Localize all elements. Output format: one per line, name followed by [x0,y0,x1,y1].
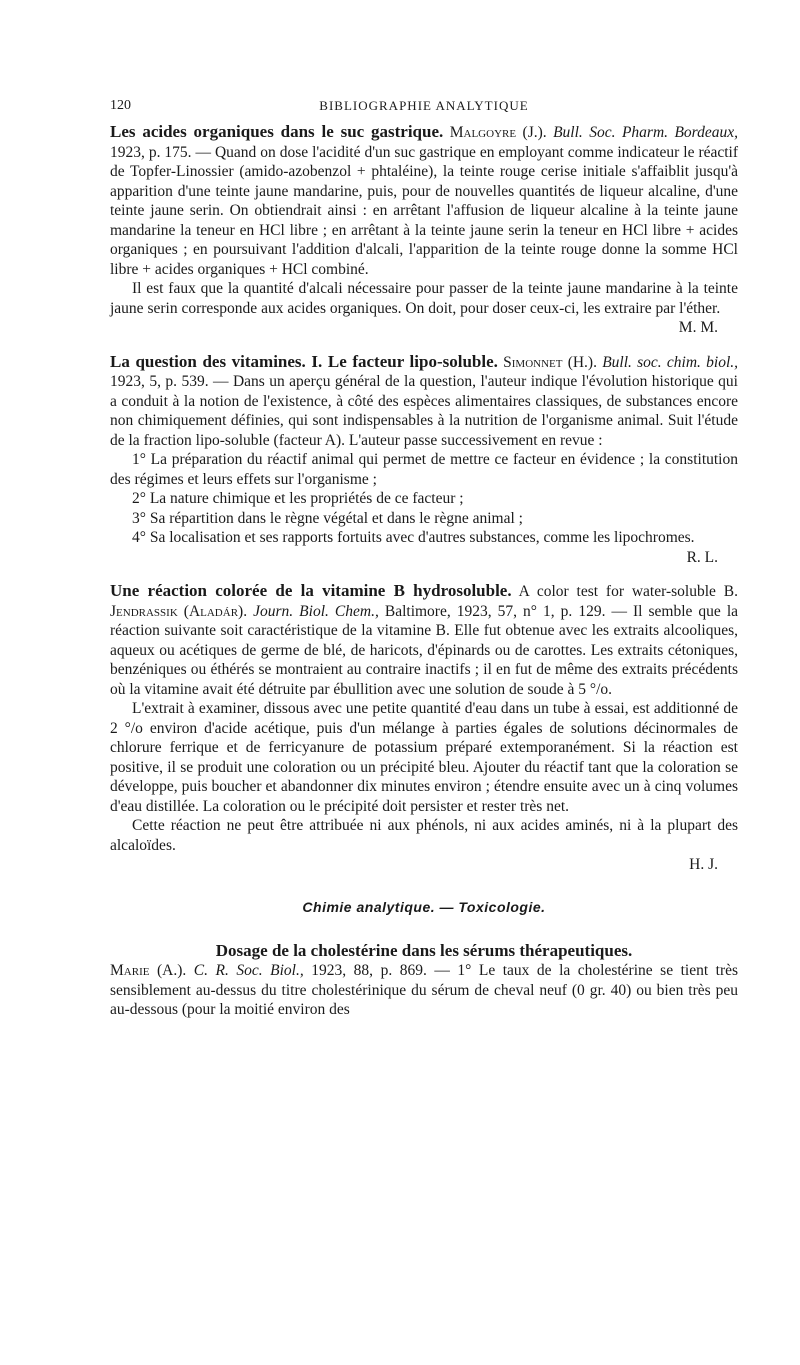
entry-ref: 1923, p. 175. [110,143,192,161]
entry-vitamine-b [110,581,738,875]
entry-text: — Dans un aperçu général de la question, l'auteur indique l'évolution historique qui a conduit à la notion de l'existence, à côté des espèces alimentaires classiques, de substances encore non chimiquement définies, qui sont indispensables à la nutrition de l'organisme animal. Suit l'étude de la fraction lipo-soluble (facteur A). L'auteur passe successivement en revue : [110,373,738,449]
entry-journal: Bull. Soc. Pharm. Bordeaux, [553,124,739,141]
entry-signature: M. M. [678,319,718,336]
page-number: 120 [110,98,131,113]
entry-paragraph: L'extrait à examiner, dissous avec une petite quantité d'eau dans un tube à essai, est additionné de 2 °/o environ d'acide acétique, puis d'un mélange à parties égales de solutions décinormales de chlorure ferrique et de ferricyanure de potassium préparé extemporanément. Si la réaction est positive, il se produit une coloration ou un précipité bleu. Ajouter du réactif tant que la coloration se développe, puis boucher et abandonner dix minutes environ ; étendre ensuite avec un à cinq volumes d'eau distillée. La coloration ou le précipité doit persister et rester très net. [110,700,738,815]
entry-cholesterine [110,941,738,1020]
entry-initials: (H.). [567,353,597,371]
entry-author: Malgoyre [449,124,517,141]
running-title: BIBLIOGRAPHIE ANALYTIQUE [319,98,529,113]
entry-text: — 1° Le taux de la cholestérine se tient très sensiblement au-dessus du titre cholestérinique du sérum de cheval neuf (0 gr. 40) ou bien très peu au-dessous (pour la moitié environ des [110,962,739,1018]
entry-ref: 1923, 5, p. 539. [110,373,209,390]
entry-text: — Il semble que la réaction suivante soit caractéristique de la vitamine B. Elle fut obtenue avec les extraits alcooliques, aqueux ou acétiques de germe de blé, de haricots, d'épinards ou de carottes. Les extraits cétoniques, benzéniques ou éthérés se montraient au contraire inactifs ; il en fut de même des extraits précédents où la vitamine avait été détruite par ébullition avec une solution de soude à 5 °/o. [110,602,739,698]
list-item [110,528,738,567]
entry-author: Simonnet [503,353,563,371]
entry-paragraph [110,816,738,875]
entry-acides-organiques [110,122,738,338]
entry-signature: H. J. [689,856,718,873]
list-item: 1° La préparation du réactif animal qui permet de mettre ce facteur en évidence ; la constitution des régimes et leurs effets sur l'organisme ; [110,451,738,488]
entry-text: Cette réaction ne peut être attribuée ni aux phénols, ni aux acides aminés, ni à la plupart des alcaloïdes. [110,817,738,854]
entry-ref: 1923, 88, p. 869. [311,962,427,979]
running-header [110,98,738,122]
list-item: 3° Sa répartition dans le règne végétal et dans le règne animal ; [132,509,523,527]
entry-journal: C. R. Soc. Biol., [193,962,304,979]
entry-title: Les acides organiques dans le suc gastrique. [110,122,444,141]
entry-journal: Journ. Biol. Chem., [253,602,379,620]
list-item-text: 4° Sa localisation et ses rapports fortuits avec d'autres substances, comme les lipochromes. [132,529,695,546]
page [110,98,738,1034]
entry-ref: Baltimore, 1923, 57, n° 1, p. 129. [384,602,606,620]
entry-author: Marie [110,962,150,979]
entry-title: La question des vitamines. I. Le facteur lipo-soluble. [110,351,498,371]
entry-vitamines [110,352,738,568]
list-item: 2° La nature chimique et les propriétés de ce facteur ; [132,490,464,507]
entry-initials: (J.). [522,124,547,141]
entry-title: Une réaction colorée de la vitamine B hydrosoluble. [110,581,512,600]
section-heading: Chimie analytique. — Toxicologie. [302,898,546,915]
entry-initials: (A.). [156,962,187,979]
entry-author: Jendrassik (Aladár). [110,602,248,620]
entry-text: — Quand on dose l'acidité d'un suc gastrique en employant comme indicateur le réactif de Topfer-Linossier (amido-azobenzol + phtaléine), la teinte rouge cerise initiale s'affaiblit jusqu'à apparition d'une teinte jaune mandarine, puis, pour de nouvelles quantités de liqueur alcaline, d'une teinte jaune serin. On obtiendrait ainsi : en arrêtant l'affusion de liqueur alcaline à la teinte jaune mandarine la teneur en HCl libre ; en arrêtant à la teinte jaune serin la teneur en HCl libre + acides organiques ; en poursuivant l'addition d'alcali, l'apparition de la teinte rouge donne la somme HCl libre + acides organiques + HCl combiné. [110,143,739,278]
entry-journal: Bull. soc. chim. biol., [602,353,739,371]
entry-paragraph [110,279,738,338]
entry-text: Il est faux que la quantité d'alcali nécessaire pour passer de la teinte jaune mandarine à la teinte jaune serin corresponde aux acides organiques. On doit, pour doser ceux-ci, les extraire par l'éther. [110,280,738,317]
entry-signature: R. L. [686,548,718,566]
entry-title: Dosage de la cholestérine dans les sérums thérapeutiques. [215,940,633,960]
entry-english-title: A color test for water-soluble B. [518,583,738,600]
